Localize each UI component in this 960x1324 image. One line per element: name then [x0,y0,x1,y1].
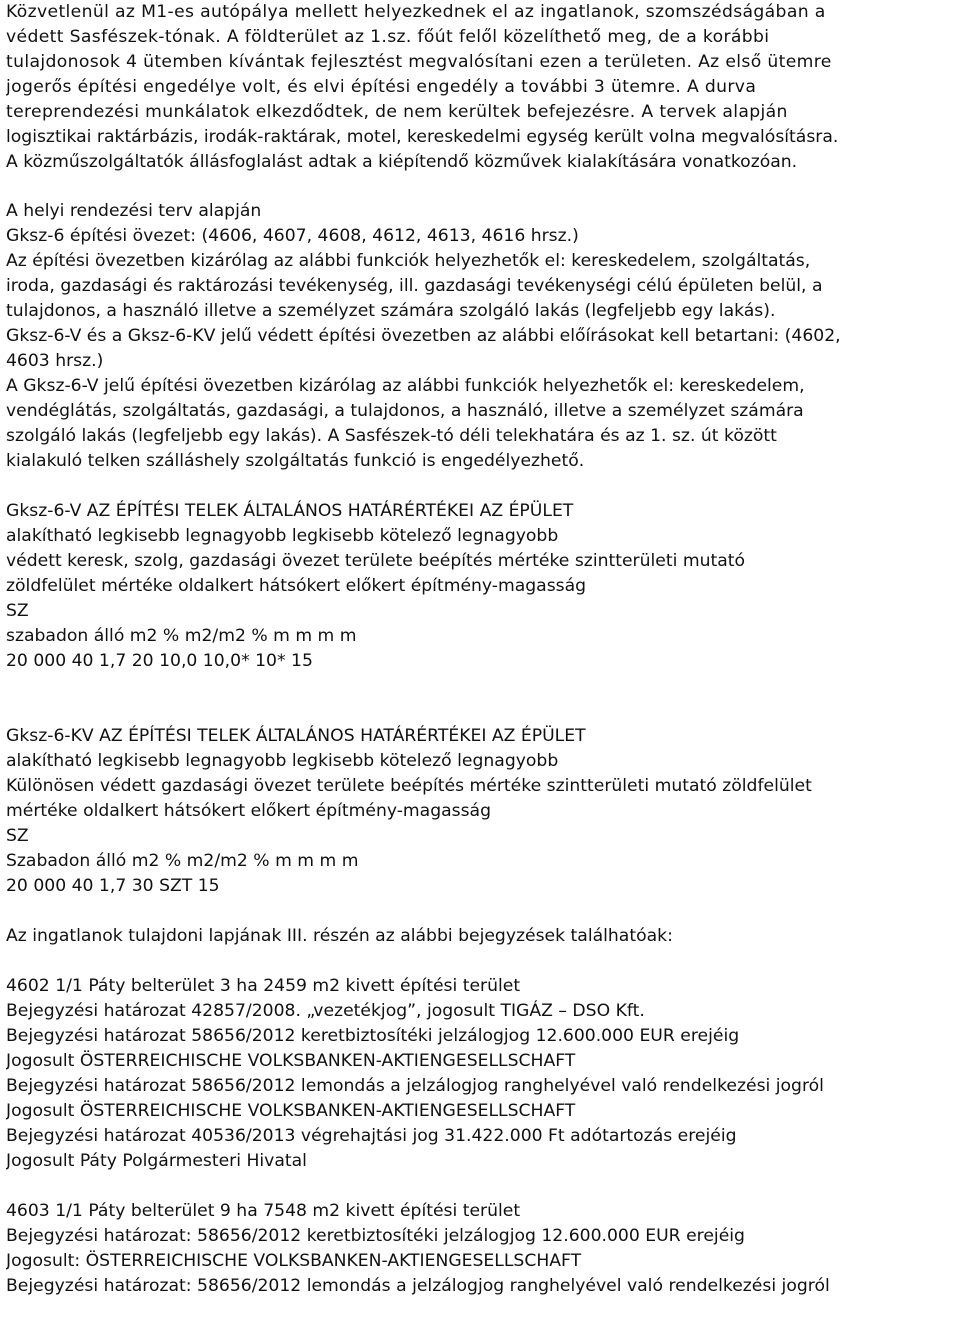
text-line: Gksz-6-V és a Gksz-6-KV jelű védett építési övezetben az alábbi előírásokat kell betartani: (4602, [6,326,841,346]
spacer [6,474,956,499]
text-line: szabadon álló m2 % m2/m2 % m m m m [6,626,357,646]
spacer [6,1174,956,1199]
gksz-6-v-limits [6,499,956,674]
registry-heading: Az ingatlanok tulajdoni lapjának III. részén az alábbi bejegyzések találhatóak: [6,926,673,946]
text-line: Jogosult: ÖSTERREICHISCHE VOLKSBANKEN-AKTIENGESELLSCHAFT [6,1251,582,1271]
text-line: védett keresk, szolg, gazdasági övezet területe beépítés mértéke szintterületi mutató [6,551,745,571]
parcel-4603-entries [6,1199,956,1299]
text-line: Bejegyzési határozat 58656/2012 keretbiztosítéki jelzálogjog 12.600.000 EUR erejéig [6,1026,740,1046]
spacer [6,175,956,199]
text-line: logisztikai raktárbázis, irodák-raktárak, motel, kereskedelmi egység került volna megvalósításra. [6,127,839,147]
text-line: Különösen védett gazdasági övezet területe beépítés mértéke szintterületi mutató zöldfelület [6,776,812,796]
text-line: jogerős építési engedélye volt, és elvi építési engedély a további 3 ütemre. A durva [6,77,757,97]
text-line: Jogosult ÖSTERREICHISCHE VOLKSBANKEN-AKTIENGESELLSCHAFT [6,1101,576,1121]
text-line: Bejegyzési határozat: 58656/2012 lemondás a jelzálogjog ranghelyével való rendelkezési jogról [6,1276,830,1296]
text-line: A Gksz-6-V jelű építési övezetben kizárólag az alábbi funkciók helyezhetők el: kereskedelem, [6,376,805,396]
text-line: Bejegyzési határozat: 58656/2012 keretbiztosítéki jelzálogjog 12.600.000 EUR erejéig [6,1226,745,1246]
text-line: iroda, gazdasági és raktározási tevékenység, ill. gazdasági tevékenységi célú épületen belül, a [6,276,823,296]
text-line: Gksz-6-V AZ ÉPÍTÉSI TELEK ÁLTALÁNOS HATÁRÉRTÉKEI AZ ÉPÜLET [6,501,574,521]
text-line: Bejegyzési határozat 58656/2012 lemondás a jelzálogjog ranghelyével való rendelkezési jogról [6,1076,824,1096]
spacer [6,899,956,924]
intro-paragraph [6,0,956,175]
text-line: A helyi rendezési terv alapján [6,201,262,221]
parcel-4602-entries [6,974,956,1174]
document-page [6,0,956,1299]
text-line: Gksz-6-KV AZ ÉPÍTÉSI TELEK ÁLTALÁNOS HATÁRÉRTÉKEI AZ ÉPÜLET [6,726,586,746]
spacer [6,949,956,974]
spacer [6,674,956,724]
text-line: mértéke oldalkert hátsókert előkert építmény-magasság [6,801,491,821]
text-line: alakítható legkisebb legnagyobb legkisebb kötelező legnagyobb [6,751,559,771]
text-line: Bejegyzési határozat 40536/2013 végrehajtási jog 31.422.000 Ft adótartozás erejéig [6,1126,737,1146]
text-line: SZ [6,826,29,846]
zoning-section [6,199,956,474]
text-line: zöldfelület mértéke oldalkert hátsókert előkert építmény-magasság [6,576,587,596]
text-line: 20 000 40 1,7 30 SZT 15 [6,876,220,896]
text-line: Szabadon álló m2 % m2/m2 % m m m m [6,851,359,871]
text-line: 4603 hrsz.) [6,351,104,371]
text-line: alakítható legkisebb legnagyobb legkisebb kötelező legnagyobb [6,526,559,546]
text-line: védett Sasfészek-tónak. A földterület az 1.sz. főút felől közelíthető meg, de a korábbi [6,27,770,47]
text-line: tereprendezési munkálatok elkezdődtek, de nem kerültek befejezésre. A tervek alapján [6,102,788,122]
text-line: 20 000 40 1,7 20 10,0 10,0* 10* 15 [6,651,313,671]
text-line: Gksz-6 építési övezet: (4606, 4607, 4608, 4612, 4613, 4616 hrsz.) [6,226,579,246]
text-line: tulajdonos, a használó illetve a személyzet számára szolgáló lakás (legfeljebb egy lakás). [6,301,776,321]
text-line: Közvetlenül az M1-es autópálya mellett helyezkednek el az ingatlanok, szomszédságában a [6,2,826,22]
text-line: Az építési övezetben kizárólag az alábbi funkciók helyezhetők el: kereskedelem, szolgáltatás, [6,251,811,271]
text-line: tulajdonosok 4 ütemben kívántak fejlesztést megvalósítani ezen a területen. Az első ütemre [6,52,832,72]
text-line: szolgáló lakás (legfeljebb egy lakás). A Sasfészek-tó déli telekhatára és az 1. sz. út között [6,426,777,446]
text-line: Bejegyzési határozat 42857/2008. „vezetékjog”, jogosult TIGÁZ – DSO Kft. [6,1001,645,1021]
gksz-6-kv-limits [6,724,956,899]
text-line: vendéglátás, szolgáltatás, gazdasági, a tulajdonos, a használó, illetve a személyzet számára [6,401,804,421]
text-line: 4603 1/1 Páty belterület 9 ha 7548 m2 kivett építési terület [6,1201,521,1221]
text-line: kialakuló telken szálláshely szolgáltatás funkció is engedélyezhető. [6,451,585,471]
text-line: Jogosult Páty Polgármesteri Hivatal [6,1151,307,1171]
text-line: SZ [6,601,29,621]
text-line: Jogosult ÖSTERREICHISCHE VOLKSBANKEN-AKTIENGESELLSCHAFT [6,1051,576,1071]
text-line: 4602 1/1 Páty belterület 3 ha 2459 m2 kivett építési terület [6,976,521,996]
text-line: A közműszolgáltatók állásfoglalást adtak a kiépítendő közművek kialakítására vonatkozóan. [6,152,798,172]
